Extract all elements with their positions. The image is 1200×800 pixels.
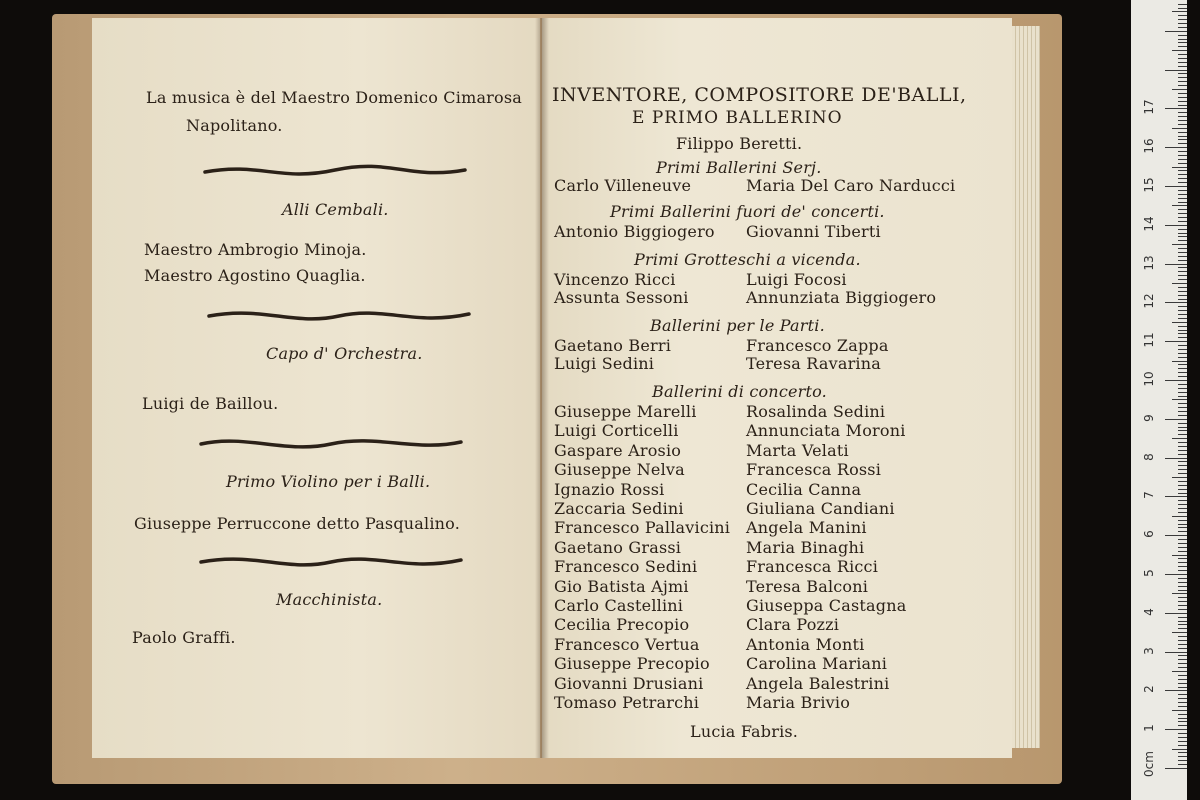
dancer-name: Francesco Sedini: [554, 557, 698, 577]
ruler-tick: [1178, 698, 1187, 699]
macchinista-name: Paolo Graffi.: [132, 628, 236, 647]
dancer-name: Giovanni Drusiani: [554, 673, 704, 693]
ruler-tick: [1178, 527, 1187, 528]
ruler-tick: [1178, 368, 1187, 369]
section-heading-serj: Primi Ballerini Serj.: [656, 158, 822, 177]
ornament-divider: [204, 306, 474, 326]
ruler-tick: [1178, 558, 1187, 559]
dancer-name: Gaetano Grassi: [554, 537, 682, 557]
section-heading-parti: Ballerini per le Parti.: [650, 316, 825, 335]
dancer-name: Assunta Sessoni: [554, 288, 689, 307]
orchestra-name: Luigi de Baillou.: [142, 394, 279, 413]
ruler-tick: [1178, 500, 1187, 501]
ruler-tick: [1178, 93, 1187, 94]
ruler-label: 11: [1142, 332, 1156, 348]
ruler-tick: [1178, 314, 1187, 315]
dancer-name: Rosalinda Sedini: [746, 402, 886, 421]
ruler-tick: [1178, 543, 1187, 544]
ruler-tick: [1178, 384, 1187, 385]
ruler-tick: [1178, 217, 1187, 218]
ruler-tick: [1178, 372, 1187, 373]
ruler-tick: [1178, 617, 1187, 618]
ruler-tick: [1172, 477, 1187, 478]
ruler-tick: [1178, 539, 1187, 540]
dancer-name: Francesco Vertua: [554, 634, 700, 654]
ruler-tick: [1178, 566, 1187, 567]
ruler-tick: [1178, 287, 1187, 288]
ruler-tick: [1178, 706, 1187, 707]
ruler-tick: [1178, 333, 1187, 334]
ruler-tick: [1178, 260, 1187, 261]
ruler-tick: [1178, 683, 1187, 684]
dancer-name: Gio Batista Ajmi: [554, 576, 689, 596]
ruler-tick: [1178, 733, 1187, 734]
dancer-name: Angela Balestrini: [746, 673, 890, 693]
ruler-tick: [1178, 434, 1187, 435]
dancer-name: Giuseppe Precopio: [554, 654, 710, 674]
ruler-tick: [1172, 399, 1187, 400]
dancer-name: Francesca Rossi: [746, 460, 882, 480]
title-line1: INVENTORE, COMPOSITORE DE'BALLI,: [552, 84, 967, 106]
ruler-label: 13: [1142, 254, 1156, 271]
ruler-tick: [1178, 411, 1187, 412]
ruler-tick: [1165, 496, 1187, 497]
ruler-tick: [1178, 295, 1187, 296]
ruler-tick: [1178, 159, 1187, 160]
ruler-tick: [1165, 419, 1187, 420]
ruler-tick: [1178, 547, 1187, 548]
page-edges: [1012, 26, 1040, 748]
dancer-name: Gaspare Arosio: [554, 440, 682, 460]
ruler-tick: [1178, 46, 1187, 47]
dancer-name: Ignazio Rossi: [554, 479, 665, 499]
ruler-tick: [1178, 721, 1187, 722]
ruler-label: 0cm: [1142, 751, 1156, 777]
ruler-tick: [1178, 248, 1187, 249]
measuring-ruler: [1131, 0, 1187, 800]
dancer-name: Zaccaria Sedini: [554, 499, 684, 518]
ruler-tick: [1178, 430, 1187, 431]
section-heading-concerto: Ballerini di concerto.: [652, 382, 827, 401]
dancer-name: Cecilia Canna: [746, 479, 862, 499]
ruler-tick: [1178, 605, 1187, 606]
dancer-name: Francesca Ricci: [746, 557, 879, 577]
ruler-tick: [1178, 454, 1187, 455]
ruler-tick: [1178, 760, 1187, 761]
ruler-tick: [1172, 244, 1187, 245]
violino-name: Giuseppe Perruccone detto Pasqualino.: [134, 514, 461, 533]
ruler-tick: [1178, 376, 1187, 377]
ruler-tick: [1178, 4, 1187, 5]
ruler-tick: [1178, 694, 1187, 695]
ruler-tick: [1178, 318, 1187, 319]
dancer-name: Annunziata Biggiogero: [746, 288, 937, 307]
ruler-tick: [1178, 139, 1187, 140]
ruler-tick: [1178, 77, 1187, 78]
dancer-name: Cecilia Precopio: [554, 615, 690, 635]
ruler-tick: [1178, 469, 1187, 470]
ruler-tick: [1178, 485, 1187, 486]
book-gutter: [535, 18, 549, 758]
ruler-tick: [1178, 306, 1187, 307]
left-page: [92, 18, 540, 758]
ruler-tick: [1178, 105, 1187, 106]
ruler-tick: [1178, 427, 1187, 428]
dancer-name: Clara Pozzi: [746, 615, 840, 635]
dancer-name: Maria Binaghi: [746, 537, 865, 557]
ruler-tick: [1178, 562, 1187, 563]
ruler-tick: [1178, 233, 1187, 234]
dancer-name: Giovanni Tiberti: [746, 222, 881, 241]
ruler-tick: [1178, 310, 1187, 311]
ruler-tick: [1178, 675, 1187, 676]
ruler-tick: [1165, 690, 1187, 691]
ruler-tick: [1178, 39, 1187, 40]
ruler-tick: [1178, 202, 1187, 203]
ruler-tick: [1178, 590, 1187, 591]
ruler-label: 12: [1142, 293, 1156, 310]
ruler-label: 15: [1142, 177, 1156, 193]
music-credit-line2: Napolitano.: [186, 116, 283, 135]
ruler-tick: [1178, 190, 1187, 191]
ruler-tick: [1178, 132, 1187, 133]
dancer-name: Antonio Biggiogero: [554, 222, 715, 241]
ruler-tick: [1165, 768, 1187, 769]
ruler-tick: [1178, 345, 1187, 346]
ruler-tick: [1178, 609, 1187, 610]
ruler-tick: [1172, 205, 1187, 206]
ruler-tick: [1178, 582, 1187, 583]
ruler-tick: [1172, 11, 1187, 12]
ruler-tick: [1178, 271, 1187, 272]
ruler-tick: [1165, 147, 1187, 148]
dancer-name: Teresa Balconi: [746, 576, 869, 596]
ruler-tick: [1178, 174, 1187, 175]
ruler-tick: [1178, 81, 1187, 82]
ruler-tick: [1178, 737, 1187, 738]
ruler-tick: [1178, 636, 1187, 637]
ruler-tick: [1178, 461, 1187, 462]
ruler-tick: [1178, 508, 1187, 509]
ruler-tick: [1178, 97, 1187, 98]
ruler-tick: [1178, 229, 1187, 230]
dancer-name: Vincenzo Ricci: [554, 270, 676, 289]
ruler-tick: [1178, 493, 1187, 494]
orchestra-heading: Capo d' Orchestra.: [266, 344, 423, 363]
ruler-tick: [1178, 54, 1187, 55]
dancer-name: Tomaso Petrarchi: [554, 693, 700, 712]
music-credit-line1: La musica è del Maestro Domenico Cimarosa: [146, 88, 523, 107]
ruler-tick: [1178, 578, 1187, 579]
ruler-tick: [1165, 31, 1187, 32]
ruler-tick: [1178, 66, 1187, 67]
ruler-tick: [1178, 62, 1187, 63]
ruler-tick: [1172, 632, 1187, 633]
ruler-tick: [1178, 35, 1187, 36]
ruler-tick: [1165, 574, 1187, 575]
ruler-tick: [1178, 178, 1187, 179]
ruler-tick: [1172, 593, 1187, 594]
ruler-tick: [1178, 116, 1187, 117]
ruler-tick: [1178, 15, 1187, 16]
ruler-tick: [1178, 23, 1187, 24]
ruler-tick: [1178, 524, 1187, 525]
ruler-tick: [1178, 221, 1187, 222]
ornament-divider: [200, 160, 470, 182]
ruler-tick: [1178, 392, 1187, 393]
ruler-tick: [1172, 710, 1187, 711]
ruler-tick: [1178, 163, 1187, 164]
dancer-name: Marta Velati: [746, 440, 849, 460]
ruler-tick: [1172, 749, 1187, 750]
ruler-label: 10: [1142, 371, 1156, 387]
cembali-name-2: Maestro Agostino Quaglia.: [144, 266, 366, 285]
ruler-label: 4: [1142, 607, 1156, 616]
ruler-tick: [1165, 458, 1187, 459]
ruler-tick: [1178, 143, 1187, 144]
ruler-tick: [1178, 648, 1187, 649]
cembali-heading: Alli Cembali.: [282, 200, 389, 219]
ruler-label: 2: [1142, 685, 1156, 694]
section-heading-fuori: Primi Ballerini fuori de' concerti.: [610, 202, 885, 221]
dancer-name: Carlo Castellini: [554, 596, 684, 615]
ruler-label: 14: [1142, 216, 1156, 232]
ruler-tick: [1165, 70, 1187, 71]
dancer-name: Annunciata Moroni: [746, 421, 906, 441]
dancer-name: Luigi Focosi: [746, 270, 847, 289]
macchinista-heading: Macchinista.: [276, 590, 383, 609]
ruler-tick: [1178, 687, 1187, 688]
ruler-tick: [1178, 570, 1187, 571]
ruler-tick: [1178, 136, 1187, 137]
ruler-tick: [1178, 465, 1187, 466]
ruler-tick: [1165, 652, 1187, 653]
ruler-tick: [1172, 50, 1187, 51]
ruler-tick: [1178, 326, 1187, 327]
dancer-name: Giuseppe Nelva: [554, 460, 685, 480]
ruler-tick: [1178, 388, 1187, 389]
ruler-tick: [1178, 752, 1187, 753]
ruler-tick: [1178, 267, 1187, 268]
ruler-label: 6: [1142, 530, 1156, 539]
ruler-tick: [1178, 446, 1187, 447]
ruler-tick: [1178, 330, 1187, 331]
ruler-tick: [1178, 520, 1187, 521]
ruler-tick: [1178, 337, 1187, 338]
ruler-tick: [1178, 745, 1187, 746]
ruler-tick: [1178, 504, 1187, 505]
ruler-tick: [1178, 601, 1187, 602]
ruler-tick: [1178, 151, 1187, 152]
dancer-name: Giuseppa Castagna: [746, 596, 907, 615]
ruler-tick: [1172, 671, 1187, 672]
ruler-tick: [1178, 240, 1187, 241]
ruler-tick: [1178, 764, 1187, 765]
ruler-tick: [1178, 481, 1187, 482]
ruler-tick: [1178, 58, 1187, 59]
inventore-name: Filippo Beretti.: [676, 134, 803, 153]
ruler-tick: [1172, 438, 1187, 439]
ruler-tick: [1165, 613, 1187, 614]
ruler-tick: [1178, 42, 1187, 43]
dancer-name: Carolina Mariani: [746, 654, 888, 674]
ruler-tick: [1178, 512, 1187, 513]
ruler-tick: [1178, 442, 1187, 443]
ruler-tick: [1178, 252, 1187, 253]
dancer-name: Francesco Pallavicini: [554, 518, 731, 538]
last-dancer-name: Lucia Fabris.: [690, 722, 799, 741]
ruler-tick: [1178, 19, 1187, 20]
ruler-tick: [1172, 516, 1187, 517]
ruler-tick: [1172, 128, 1187, 129]
title-line2: E PRIMO BALLERINO: [632, 108, 843, 128]
ruler-tick: [1178, 155, 1187, 156]
dancer-name: Maria Del Caro Narducci: [746, 176, 956, 195]
ruler-tick: [1178, 659, 1187, 660]
ruler-tick: [1178, 124, 1187, 125]
dancer-name: Angela Manini: [746, 518, 867, 538]
ruler-tick: [1178, 27, 1187, 28]
ruler-tick: [1178, 198, 1187, 199]
ruler-tick: [1178, 702, 1187, 703]
ruler-tick: [1178, 718, 1187, 719]
ruler-tick: [1178, 357, 1187, 358]
ruler-tick: [1165, 108, 1187, 109]
ruler-tick: [1178, 725, 1187, 726]
ruler-tick: [1178, 349, 1187, 350]
ruler-label: 3: [1142, 646, 1156, 655]
ruler-tick: [1178, 450, 1187, 451]
dancer-name: Luigi Corticelli: [554, 421, 679, 441]
dancer-name: Luigi Sedini: [554, 354, 655, 373]
ruler-tick: [1178, 364, 1187, 365]
ruler-tick: [1178, 279, 1187, 280]
ruler-label: 9: [1142, 413, 1156, 422]
ruler-tick: [1178, 275, 1187, 276]
ruler-tick: [1165, 186, 1187, 187]
ruler-tick: [1178, 209, 1187, 210]
cembali-name-1: Maestro Ambrogio Minoja.: [144, 240, 367, 259]
dancer-name: Gaetano Berri: [554, 336, 672, 355]
ruler-tick: [1178, 213, 1187, 214]
ruler-tick: [1178, 473, 1187, 474]
dancer-name: Giuliana Candiani: [746, 499, 895, 518]
ruler-tick: [1178, 101, 1187, 102]
ruler-tick: [1178, 112, 1187, 113]
ruler-tick: [1165, 264, 1187, 265]
dancer-name: Carlo Villeneuve: [554, 176, 692, 195]
dancer-name: Teresa Ravarina: [746, 354, 881, 373]
ruler-tick: [1165, 302, 1187, 303]
ruler-tick: [1178, 423, 1187, 424]
ruler-tick: [1178, 663, 1187, 664]
violino-heading: Primo Violino per i Balli.: [226, 472, 431, 491]
ruler-tick: [1172, 322, 1187, 323]
ruler-tick: [1172, 283, 1187, 284]
ruler-tick: [1172, 361, 1187, 362]
ornament-divider: [196, 432, 466, 454]
ruler-tick: [1172, 167, 1187, 168]
dancer-name: Antonia Monti: [746, 634, 865, 654]
ruler-tick: [1178, 714, 1187, 715]
ruler-tick: [1178, 403, 1187, 404]
ruler-tick: [1178, 531, 1187, 532]
ruler-tick: [1165, 341, 1187, 342]
ruler-tick: [1178, 73, 1187, 74]
ruler-tick: [1178, 396, 1187, 397]
ruler-tick: [1178, 256, 1187, 257]
ruler-tick: [1178, 624, 1187, 625]
ruler-tick: [1178, 489, 1187, 490]
ruler-tick: [1178, 628, 1187, 629]
ruler-tick: [1178, 741, 1187, 742]
ruler-tick: [1178, 194, 1187, 195]
ruler-tick: [1178, 8, 1187, 9]
ruler-tick: [1165, 535, 1187, 536]
ruler-tick: [1178, 655, 1187, 656]
ruler-tick: [1178, 170, 1187, 171]
ruler-tick: [1178, 621, 1187, 622]
ruler-tick: [1178, 353, 1187, 354]
ruler-tick: [1178, 291, 1187, 292]
ruler-label: 8: [1142, 452, 1156, 461]
ruler-tick: [1178, 299, 1187, 300]
ruler-tick: [1178, 667, 1187, 668]
ruler-label: 7: [1142, 491, 1156, 500]
ruler-tick: [1178, 85, 1187, 86]
ruler-label: 1: [1142, 724, 1156, 733]
ruler-label: 17: [1142, 99, 1156, 116]
ruler-tick: [1178, 586, 1187, 587]
ruler-label: 5: [1142, 569, 1156, 577]
ruler-tick: [1178, 182, 1187, 183]
ruler-tick: [1165, 380, 1187, 381]
ruler-tick: [1178, 640, 1187, 641]
ruler-tick: [1178, 415, 1187, 416]
ruler-tick: [1178, 644, 1187, 645]
ruler-tick: [1178, 679, 1187, 680]
ruler-tick: [1165, 729, 1187, 730]
ruler-tick: [1165, 225, 1187, 226]
ruler-tick: [1178, 551, 1187, 552]
ruler-tick: [1178, 236, 1187, 237]
dancer-name: Maria Brivio: [746, 693, 851, 712]
ruler-tick: [1178, 120, 1187, 121]
ruler-tick: [1172, 555, 1187, 556]
dancer-name: Francesco Zappa: [746, 336, 889, 355]
ruler-tick: [1178, 407, 1187, 408]
ruler-tick: [1178, 597, 1187, 598]
ruler-tick: [1172, 89, 1187, 90]
ruler-label: 16: [1142, 138, 1156, 154]
dancer-name: Giuseppe Marelli: [554, 402, 697, 421]
ornament-divider: [196, 552, 466, 572]
section-heading-grotteschi: Primi Grotteschi a vicenda.: [634, 250, 861, 269]
ruler-tick: [1178, 756, 1187, 757]
